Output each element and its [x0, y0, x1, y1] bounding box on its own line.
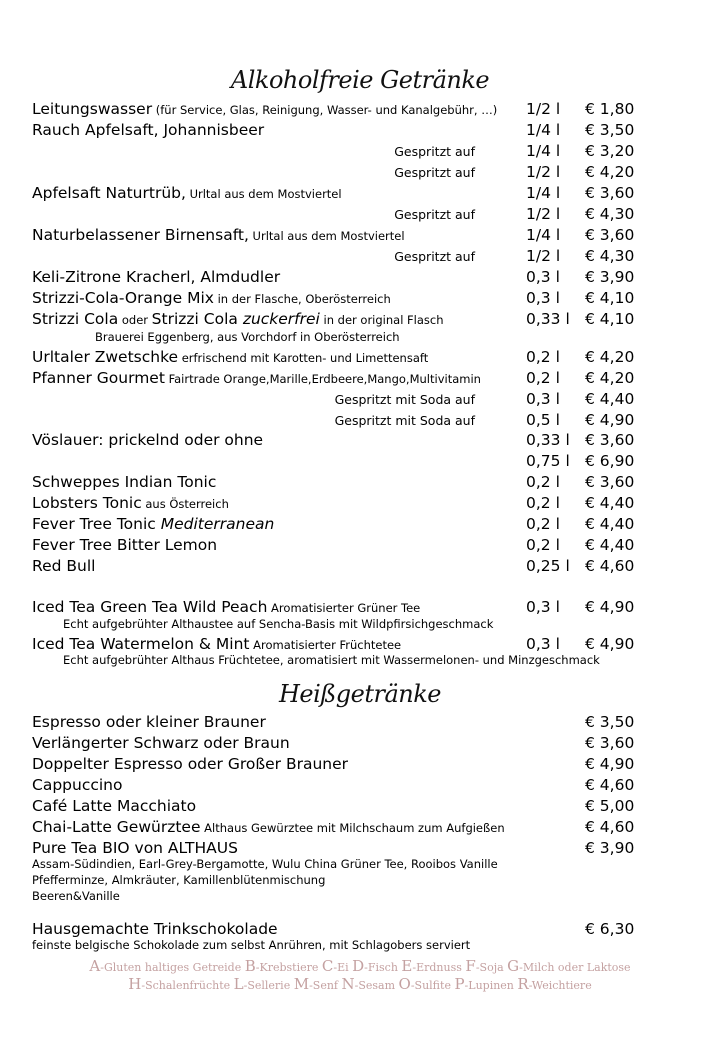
item-name: Urltaler Zwetschke — [32, 348, 179, 366]
menu-item-row — [0, 141, 720, 162]
item-price: € 3,20 — [585, 142, 635, 160]
menu-item-row — [0, 162, 720, 183]
allergen-code: M — [293, 975, 310, 993]
item-name: Verlängerter Schwarz oder Braun — [32, 734, 290, 752]
allergen-code: O — [398, 975, 411, 993]
allergen-code: C — [321, 957, 334, 975]
item-name: Strizzi Cola — [32, 310, 119, 328]
item-volume: 1/4 l — [526, 121, 561, 139]
item-description — [32, 919, 278, 940]
allergen-name: -Sulfite — [410, 979, 455, 992]
item-name: Schweppes Indian Tonic — [32, 473, 217, 491]
item-volume: 1/4 l — [526, 226, 561, 244]
item-volume: 0,2 l — [526, 494, 560, 512]
item-name: Doppelter Espresso oder Großer Brauner — [32, 755, 349, 773]
item-price: € 3,60 — [585, 431, 635, 449]
item-volume: 0,33 l — [526, 310, 570, 328]
item-subtext: feinste belgische Schokolade zum selbst Anrühren, mit Schlagobers serviert — [32, 938, 471, 952]
item-note: Urltal aus dem Mostviertel — [185, 187, 342, 201]
allergen-code: L — [233, 975, 244, 993]
menu-item-row — [0, 733, 720, 754]
item-price: € 3,60 — [585, 734, 635, 752]
item-name: Fever Tree Bitter Lemon — [32, 536, 218, 554]
item-variant: Gespritzt auf — [394, 249, 475, 264]
item-note: (für Service, Glas, Reinigung, Wasser- und Kanalgebühr, …) — [152, 103, 498, 117]
menu-item-row — [0, 120, 720, 141]
allergen-code: B — [244, 957, 256, 975]
item-description — [32, 267, 280, 288]
cold-drinks-heading: Alkoholfreie Getränke — [230, 66, 490, 94]
item-name: Keli-Zitrone Kracherl, Almdudler — [32, 268, 281, 286]
item-description — [32, 183, 342, 205]
item-volume: 0,2 l — [526, 473, 560, 491]
item-note: erfrischend mit Karotten- und Limettensaft — [178, 351, 429, 365]
item-subtext: Echt aufgebrühter Althaustee auf Sencha-Basis mit Wildpfirsichgeschmack — [63, 617, 494, 631]
item-description — [32, 535, 217, 556]
item-variant: Gespritzt mit Soda auf — [334, 413, 475, 428]
menu-item-row — [0, 712, 720, 733]
item-note: Aromatisierter Grüner Tee — [267, 601, 421, 615]
allergen-code: D — [352, 957, 365, 975]
item-description — [32, 733, 290, 754]
item-price: € 4,20 — [585, 369, 635, 387]
allergen-name: -Milch oder Laktose — [519, 961, 631, 974]
item-name: Iced Tea Watermelon & Mint — [32, 635, 250, 653]
allergen-code: E — [401, 957, 413, 975]
allergen-name: -Sesam — [354, 979, 399, 992]
allergen-code: H — [128, 975, 142, 993]
item-name: Iced Tea Green Tea Wild Peach — [32, 598, 268, 616]
item-subtext: Echt aufgebrühter Althaus Früchtetee, aromatisiert mit Wassermelonen- und Minzgeschmack — [63, 653, 600, 667]
item-price: € 4,30 — [585, 205, 635, 223]
item-note: Althaus Gewürztee mit Milchschaum zum Aufgießen — [200, 821, 505, 835]
item-price: € 4,60 — [585, 776, 635, 794]
menu-item-row — [0, 225, 720, 246]
item-description — [32, 493, 229, 515]
allergen-code: R — [517, 975, 529, 993]
menu-item-row — [0, 919, 720, 940]
item-variant: Gespritzt auf — [394, 165, 475, 180]
allergen-name: -Weichtiere — [528, 979, 592, 992]
item-description — [32, 775, 122, 796]
item-name: Vöslauer: prickelnd oder ohne — [32, 431, 264, 449]
item-note-alt: in der original Flasch — [319, 313, 444, 327]
item-price: € 4,30 — [585, 247, 635, 265]
allergen-code: N — [341, 975, 355, 993]
allergen-name: -Sellerie — [243, 979, 294, 992]
item-subtext: Beeren&Vanille — [32, 889, 120, 903]
item-price: € 3,60 — [585, 226, 635, 244]
item-name: Café Latte Macchiato — [32, 797, 197, 815]
item-volume: 1/2 l — [526, 163, 561, 181]
item-price: € 3,90 — [585, 839, 635, 857]
allergen-code: P — [454, 975, 465, 993]
menu-item-row — [0, 267, 720, 288]
item-price: € 4,40 — [585, 515, 635, 533]
item-name: Red Bull — [32, 557, 96, 575]
item-volume: 0,2 l — [526, 515, 560, 533]
item-volume: 1/2 l — [526, 205, 561, 223]
item-volume: 0,25 l — [526, 557, 570, 575]
item-description — [32, 754, 348, 775]
menu-item-row — [0, 472, 720, 493]
item-description — [32, 347, 428, 369]
item-description — [32, 472, 216, 493]
item-subtext: Pfefferminze, Almkräuter, Kamillenblütenmischung — [32, 873, 326, 887]
item-subtext: Assam-Südindien, Earl-Grey-Bergamotte, Wulu China Grüner Tee, Rooibos Vanille — [32, 857, 498, 871]
allergen-name: -Lupinen — [464, 979, 518, 992]
allergen-code: F — [465, 957, 476, 975]
menu-item-row — [0, 754, 720, 775]
item-price: € 4,60 — [585, 557, 635, 575]
item-description — [32, 796, 196, 817]
item-note: Aromatisierter Früchtetee — [249, 638, 402, 652]
allergen-name: -Ei — [333, 961, 353, 974]
menu-item-row — [0, 410, 720, 431]
item-price: € 4,10 — [585, 310, 635, 328]
menu-item-row — [0, 775, 720, 796]
item-name: Pfanner Gourmet — [32, 369, 165, 387]
item-price: € 4,40 — [585, 536, 635, 554]
item-description — [32, 712, 266, 733]
item-name: Espresso oder kleiner Brauner — [32, 713, 266, 731]
item-description — [32, 838, 238, 859]
menu-item-row — [0, 389, 720, 410]
item-price: € 5,00 — [585, 797, 635, 815]
item-volume: 0,3 l — [526, 289, 560, 307]
item-name: Leitungswasser — [32, 100, 153, 118]
item-price: € 4,40 — [585, 494, 635, 512]
item-note: in der Flasche, Oberösterreich — [213, 292, 391, 306]
item-description — [32, 597, 420, 619]
item-price: € 4,20 — [585, 163, 635, 181]
menu-item-row — [0, 451, 720, 472]
item-description — [32, 288, 391, 310]
item-price: € 4,10 — [585, 289, 635, 307]
menu-item-row — [0, 556, 720, 577]
item-price: € 4,60 — [585, 818, 635, 836]
item-name: Hausgemachte Trinkschokolade — [32, 920, 278, 938]
item-volume: 0,75 l — [526, 452, 570, 470]
item-price: € 3,90 — [585, 268, 635, 286]
menu-item-row — [0, 183, 720, 204]
menu-item-row — [0, 347, 720, 368]
item-description — [32, 368, 481, 390]
menu-item-row — [0, 246, 720, 267]
item-price: € 4,90 — [585, 755, 635, 773]
allergen-name: -Fisch — [364, 961, 402, 974]
item-name: Pure Tea BIO von ALTHAUS — [32, 839, 238, 857]
item-price: € 1,80 — [585, 100, 635, 118]
menu-item-row — [0, 634, 720, 655]
item-volume: 1/2 l — [526, 247, 561, 265]
item-name: Apfelsaft Naturtrüb, — [32, 184, 186, 202]
item-price: € 3,50 — [585, 713, 635, 731]
menu-item-row — [0, 430, 720, 451]
item-name: Naturbelassener Birnensaft, — [32, 226, 249, 244]
menu-item-row — [0, 597, 720, 618]
item-volume: 0,3 l — [526, 635, 560, 653]
item-price: € 3,50 — [585, 121, 635, 139]
allergen-name: -Senf — [309, 979, 342, 992]
item-name: Chai-Latte Gewürztee — [32, 818, 201, 836]
item-name-italic: zuckerfrei — [242, 310, 320, 328]
item-volume: 0,3 l — [526, 598, 560, 616]
item-price: € 6,30 — [585, 920, 635, 938]
allergen-name: -Soja — [475, 961, 508, 974]
item-variant: Gespritzt mit Soda auf — [334, 392, 475, 407]
allergen-code: G — [507, 957, 520, 975]
item-price: € 4,90 — [585, 598, 635, 616]
item-description — [32, 120, 264, 141]
menu-item-row — [0, 493, 720, 514]
item-volume: 1/2 l — [526, 100, 561, 118]
item-note: aus Österreich — [141, 497, 229, 511]
item-volume: 1/4 l — [526, 184, 561, 202]
menu-item-row — [0, 514, 720, 535]
item-volume: 0,33 l — [526, 431, 570, 449]
hot-drinks-heading: Heißgetränke — [278, 680, 442, 708]
item-note: oder — [118, 313, 152, 327]
item-description — [32, 225, 405, 247]
item-name: Strizzi-Cola-Orange Mix — [32, 289, 214, 307]
allergen-code: A — [89, 957, 101, 975]
menu-item-row — [0, 309, 720, 330]
menu-item-row — [0, 368, 720, 389]
allergen-name: -Krebstiere — [255, 961, 322, 974]
item-volume: 1/4 l — [526, 142, 561, 160]
menu-item-row — [0, 99, 720, 120]
item-description — [32, 556, 95, 577]
item-description — [32, 309, 444, 331]
item-description — [32, 99, 497, 121]
item-note: Fairtrade Orange,Marille,Erdbeere,Mango,Multivitamin — [164, 372, 481, 386]
item-price: € 4,20 — [585, 348, 635, 366]
item-volume: 0,3 l — [526, 268, 560, 286]
item-name: Rauch Apfelsaft, Johannisbeer — [32, 121, 265, 139]
item-note: Urltal aus dem Mostviertel — [248, 229, 405, 243]
item-name-italic: Mediterranean — [160, 515, 275, 533]
allergen-legend-line-1 — [0, 957, 720, 977]
item-price: € 4,40 — [585, 390, 635, 408]
item-description — [32, 817, 505, 839]
item-name: Lobsters Tonic — [32, 494, 142, 512]
item-price: € 3,60 — [585, 184, 635, 202]
allergen-legend-line-2 — [0, 975, 720, 995]
item-name: Fever Tree Tonic — [32, 515, 161, 533]
menu-item-row — [0, 796, 720, 817]
item-name: Cappuccino — [32, 776, 123, 794]
allergen-name: -Erdnuss — [412, 961, 466, 974]
item-volume: 0,2 l — [526, 369, 560, 387]
item-price: € 6,90 — [585, 452, 635, 470]
item-description — [32, 514, 274, 535]
menu-item-row — [0, 817, 720, 838]
item-volume: 0,2 l — [526, 348, 560, 366]
allergen-name: -Gluten haltiges Getreide — [100, 961, 245, 974]
item-volume: 0,3 l — [526, 390, 560, 408]
menu-item-row — [0, 288, 720, 309]
menu-item-row — [0, 838, 720, 859]
item-variant: Gespritzt auf — [394, 207, 475, 222]
item-variant: Gespritzt auf — [394, 144, 475, 159]
menu-item-row — [0, 535, 720, 556]
allergen-name: -Schalenfrüchte — [141, 979, 234, 992]
item-subtext: Brauerei Eggenberg, aus Vorchdorf in Oberösterreich — [95, 330, 400, 344]
item-price: € 4,90 — [585, 411, 635, 429]
menu-item-row — [0, 204, 720, 225]
item-volume: 0,5 l — [526, 411, 560, 429]
item-price: € 3,60 — [585, 473, 635, 491]
item-description — [32, 430, 263, 451]
item-name-alt: Strizzi Cola — [151, 310, 243, 328]
item-volume: 0,2 l — [526, 536, 560, 554]
item-price: € 4,90 — [585, 635, 635, 653]
